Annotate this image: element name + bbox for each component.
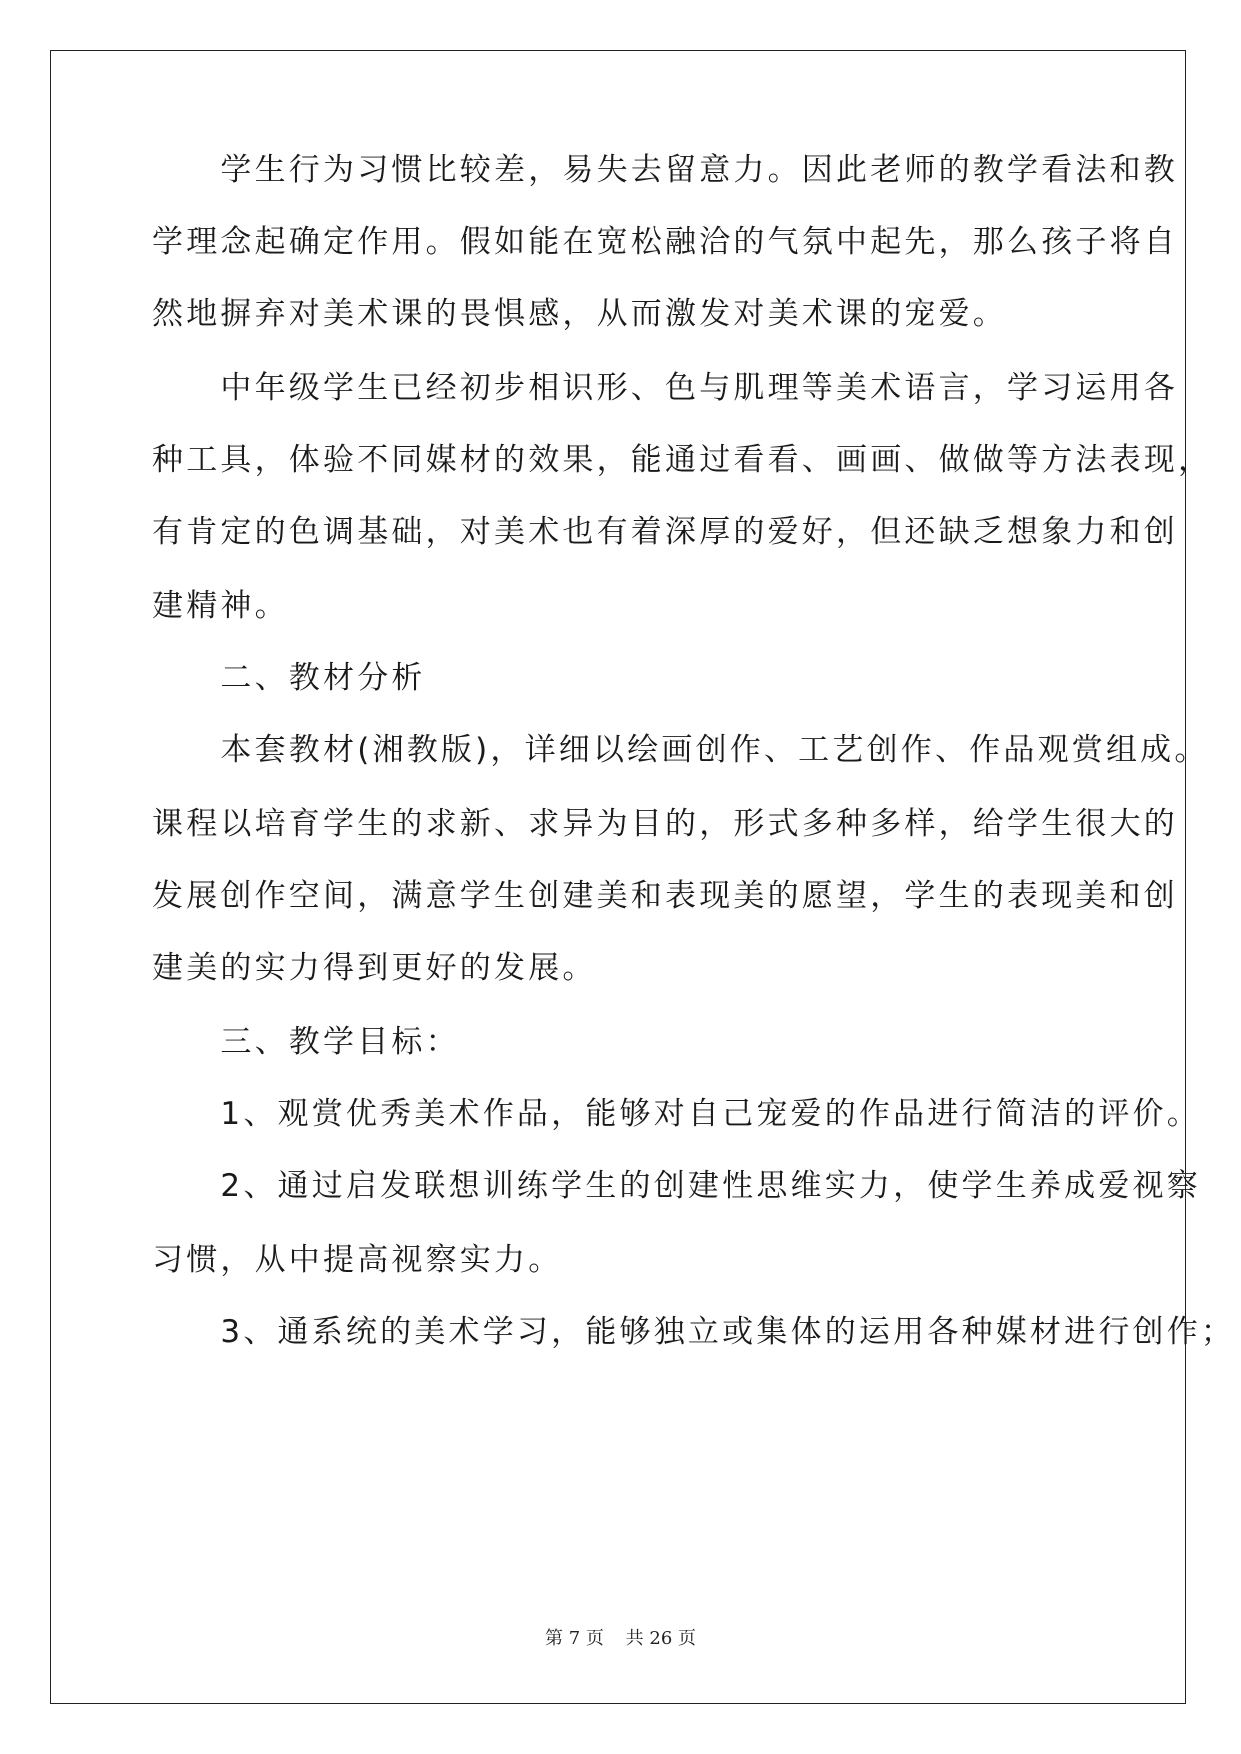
text-line: 建精神。 [152,588,289,624]
page-footer [0,1624,1241,1650]
page-number: 第 7 页 [545,1628,604,1649]
text-line: 然地摒弃对美术课的畏惧感，从而激发对美术课的宠爱。 [152,296,1007,332]
text-line: 发展创作空间，满意学生创建美和表现美的愿望，学生的表现美和创 [152,878,1178,914]
text-line: 本套教材(湘教版)，详细以绘画创作、工艺创作、作品观赏组成。 [152,732,1209,768]
page-total: 共 26 页 [625,1628,696,1649]
text-line: 有肯定的色调基础，对美术也有着深厚的爱好，但还缺乏想象力和创 [152,514,1178,550]
list-item: 3、通系统的美术学习，能够独立或集体的运用各种媒材进行创作； [152,1314,1236,1350]
list-item: 1、观赏优秀美术作品，能够对自己宠爱的作品进行简洁的评价。 [152,1096,1201,1132]
text-line: 课程以培育学生的求新、求异为目的，形式多种多样，给学生很大的 [152,806,1178,842]
section-heading: 三、教学目标： [152,1024,460,1060]
text-line: 建美的实力得到更好的发展。 [152,950,597,986]
text-line: 中年级学生已经初步相识形、色与肌理等美术语言，学习运用各 [152,370,1178,406]
text-line: 种工具，体验不同媒材的效果，能通过看看、画画、做做等方法表现， [152,442,1213,478]
text-line: 习惯，从中提高视察实力。 [152,1242,563,1278]
text-line: 学理念起确定作用。假如能在宽松融洽的气氛中起先，那么孩子将自 [152,224,1178,260]
text-line: 学生行为习惯比较差，易失去留意力。因此老师的教学看法和教 [152,152,1178,188]
list-item: 2、通过启发联想训练学生的创建性思维实力，使学生养成爱视察 [152,1168,1201,1204]
section-heading: 二、教材分析 [152,660,426,696]
